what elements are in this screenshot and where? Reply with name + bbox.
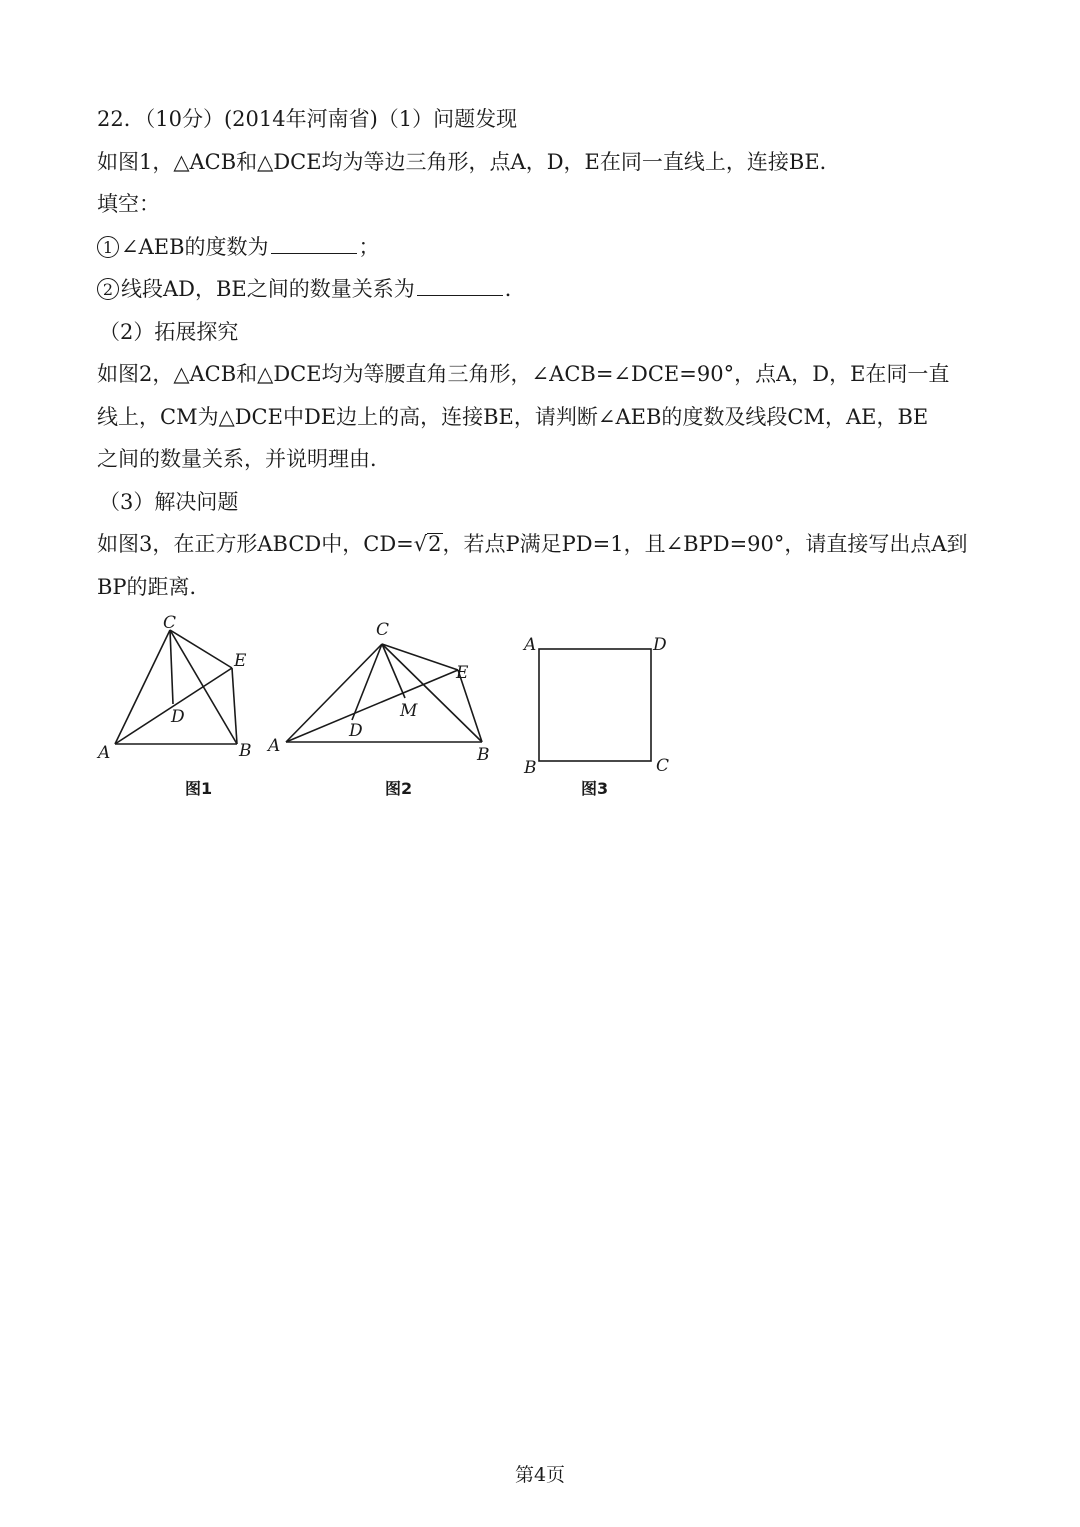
answer-blank-1[interactable]: [271, 233, 357, 254]
fig1-label-e: E: [234, 651, 247, 671]
fig1-label-a: A: [98, 743, 111, 763]
fig2-edge-ae: [286, 670, 458, 742]
problem-text: [97, 98, 997, 608]
fig3-square: [539, 649, 651, 761]
question-1-text: ∠AEB的度数为: [121, 234, 269, 259]
fig1-label-d: D: [171, 707, 185, 727]
sqrt-radicand: 2: [428, 532, 442, 556]
part3-line-1: [97, 523, 997, 566]
answer-blank-2[interactable]: [417, 275, 503, 296]
question-2-end: ．: [504, 277, 526, 301]
sqrt-symbol: √: [413, 532, 428, 556]
problem-header: 22．（10分）(2014年河南省)（1）问题发现: [97, 107, 518, 131]
figures: [90, 608, 690, 808]
part2-line-3: 之间的数量关系，并说明理由．: [97, 447, 391, 471]
figures-svg: [90, 608, 690, 808]
question-1: [97, 226, 997, 269]
fill-label: 填空：: [97, 192, 160, 216]
question-1-end: ；: [358, 234, 380, 259]
part2-line-1: 如图2，△ACB和△DCE均为等腰直角三角形，∠ACB=∠DCE=90°，点A，D，E在同一直: [97, 362, 950, 386]
part2-header: （2）拓展探究: [99, 319, 239, 344]
fig1-label-c: C: [163, 613, 177, 633]
fig2-label-a: A: [268, 736, 281, 756]
fig1-caption: 图1: [185, 779, 213, 798]
fig2-label-b: B: [477, 745, 490, 765]
fig1-label-b: B: [239, 741, 252, 761]
fig2-edge-ce: [382, 644, 458, 670]
fig2-label-c: C: [376, 620, 390, 640]
part3-header: （3）解决问题: [99, 489, 239, 514]
fig1-edge-eb: [232, 668, 237, 744]
fig2-label-e: E: [456, 663, 469, 683]
part3-line-1-b: ，若点P满足PD=1，且∠BPD=90°，请直接写出点A到: [442, 532, 968, 556]
part3-line-2: BP的距离．: [97, 574, 211, 599]
fig2-edge-ac: [286, 644, 382, 742]
circled-number-2: 2: [97, 278, 119, 300]
figure-3: [522, 635, 669, 798]
part2-line-2: 线上，CM为△DCE中DE边上的高，连接BE，请判断∠AEB的度数及线段CM，AE，BE: [97, 404, 929, 429]
fig2-label-d: D: [349, 721, 363, 741]
fig1-edge-cd: [170, 630, 173, 704]
fig2-edge-cm: [382, 644, 405, 698]
fig1-edge-ce: [170, 630, 232, 668]
fig3-label-a: A: [524, 635, 537, 655]
fig2-edge-cb: [382, 644, 482, 742]
part3-line-1-a: 如图3，在正方形ABCD中，CD=: [97, 532, 414, 556]
question-2: [97, 268, 997, 311]
part1-intro: 如图1，△ACB和△DCE均为等边三角形，点A，D，E在同一直线上，连接BE．: [97, 149, 841, 174]
fig3-label-c: C: [656, 756, 670, 776]
fig2-label-m: M: [400, 701, 418, 721]
figure-1: [96, 613, 252, 798]
circled-number-1: 1: [97, 236, 119, 258]
fig3-label-d: D: [653, 635, 667, 655]
page-number: 第4页: [514, 1464, 566, 1486]
fig2-caption: 图2: [385, 779, 413, 798]
fig3-caption: 图3: [581, 779, 609, 798]
fig3-label-b: B: [524, 758, 537, 778]
figure-2: [266, 620, 490, 798]
question-2-text: 线段AD，BE之间的数量关系为: [121, 277, 415, 301]
